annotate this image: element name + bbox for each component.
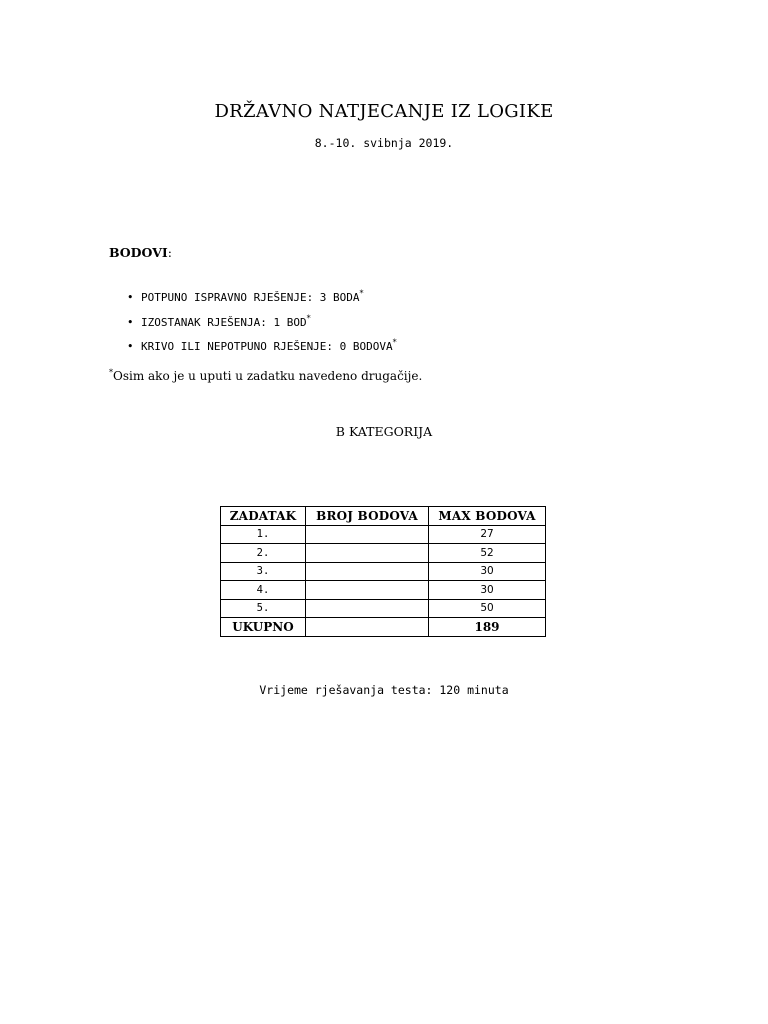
task-number: 4. — [221, 581, 306, 600]
max-points: 52 — [429, 544, 546, 563]
table-row — [221, 525, 546, 544]
header-max: MAX BODOVA — [429, 507, 546, 526]
scoring-rules-list — [127, 289, 397, 363]
bullet-icon: • — [127, 340, 134, 353]
task-number: 3. — [221, 562, 306, 581]
points-cell — [306, 525, 429, 544]
task-number: 5. — [221, 599, 306, 618]
total-label: UKUPNO — [221, 618, 306, 637]
scoring-heading-colon: : — [167, 245, 172, 260]
document-title: DRŽAVNO NATJECANJE IZ LOGIKE — [214, 101, 554, 122]
scoring-rule-text: IZOSTANAK RJEŠENJA: 1 BOD — [141, 315, 307, 329]
scoring-rule — [127, 314, 397, 339]
scoring-rule — [127, 289, 397, 314]
table-total-row — [221, 618, 546, 637]
points-cell — [306, 581, 429, 600]
points-cell — [306, 599, 429, 618]
task-number: 1. — [221, 525, 306, 544]
table-header-row — [221, 507, 546, 526]
asterisk-mark: * — [392, 338, 397, 347]
scoring-heading-text: BODOVI — [109, 245, 168, 260]
asterisk-mark: * — [359, 289, 364, 298]
time-note: Vrijeme rješavanja testa: 120 minuta — [259, 683, 509, 697]
table-row — [221, 599, 546, 618]
competition-date: 8.-10. svibnja 2019. — [314, 136, 454, 150]
category-label: B KATEGORIJA — [335, 424, 433, 439]
footnote-text: Osim ako je u uputi u zadatku navedeno drugačije. — [113, 369, 423, 383]
header-points: BROJ BODOVA — [306, 507, 429, 526]
task-number: 2. — [221, 544, 306, 563]
scoring-rule-text: POTPUNO ISPRAVNO RJEŠENJE: 3 BODA — [141, 291, 360, 304]
header-task: ZADATAK — [221, 507, 306, 526]
footnote — [109, 368, 422, 383]
table-row — [221, 562, 546, 581]
points-cell — [306, 562, 429, 581]
total-points-cell — [306, 618, 429, 637]
footnote-mark: * — [109, 368, 113, 377]
asterisk-mark: * — [306, 313, 311, 323]
scoring-heading — [109, 245, 172, 260]
bullet-icon: • — [127, 291, 134, 304]
score-table — [220, 506, 546, 637]
points-cell — [306, 544, 429, 563]
bullet-icon: • — [127, 315, 134, 329]
max-points: 27 — [429, 525, 546, 544]
max-points: 50 — [429, 599, 546, 618]
total-max: 189 — [429, 618, 546, 637]
max-points: 30 — [429, 581, 546, 600]
table-row — [221, 544, 546, 563]
max-points: 30 — [429, 562, 546, 581]
scoring-rule — [127, 338, 397, 363]
scoring-rule-text: KRIVO ILI NEPOTPUNO RJEŠENJE: 0 BODOVA — [141, 340, 393, 353]
table-row — [221, 581, 546, 600]
